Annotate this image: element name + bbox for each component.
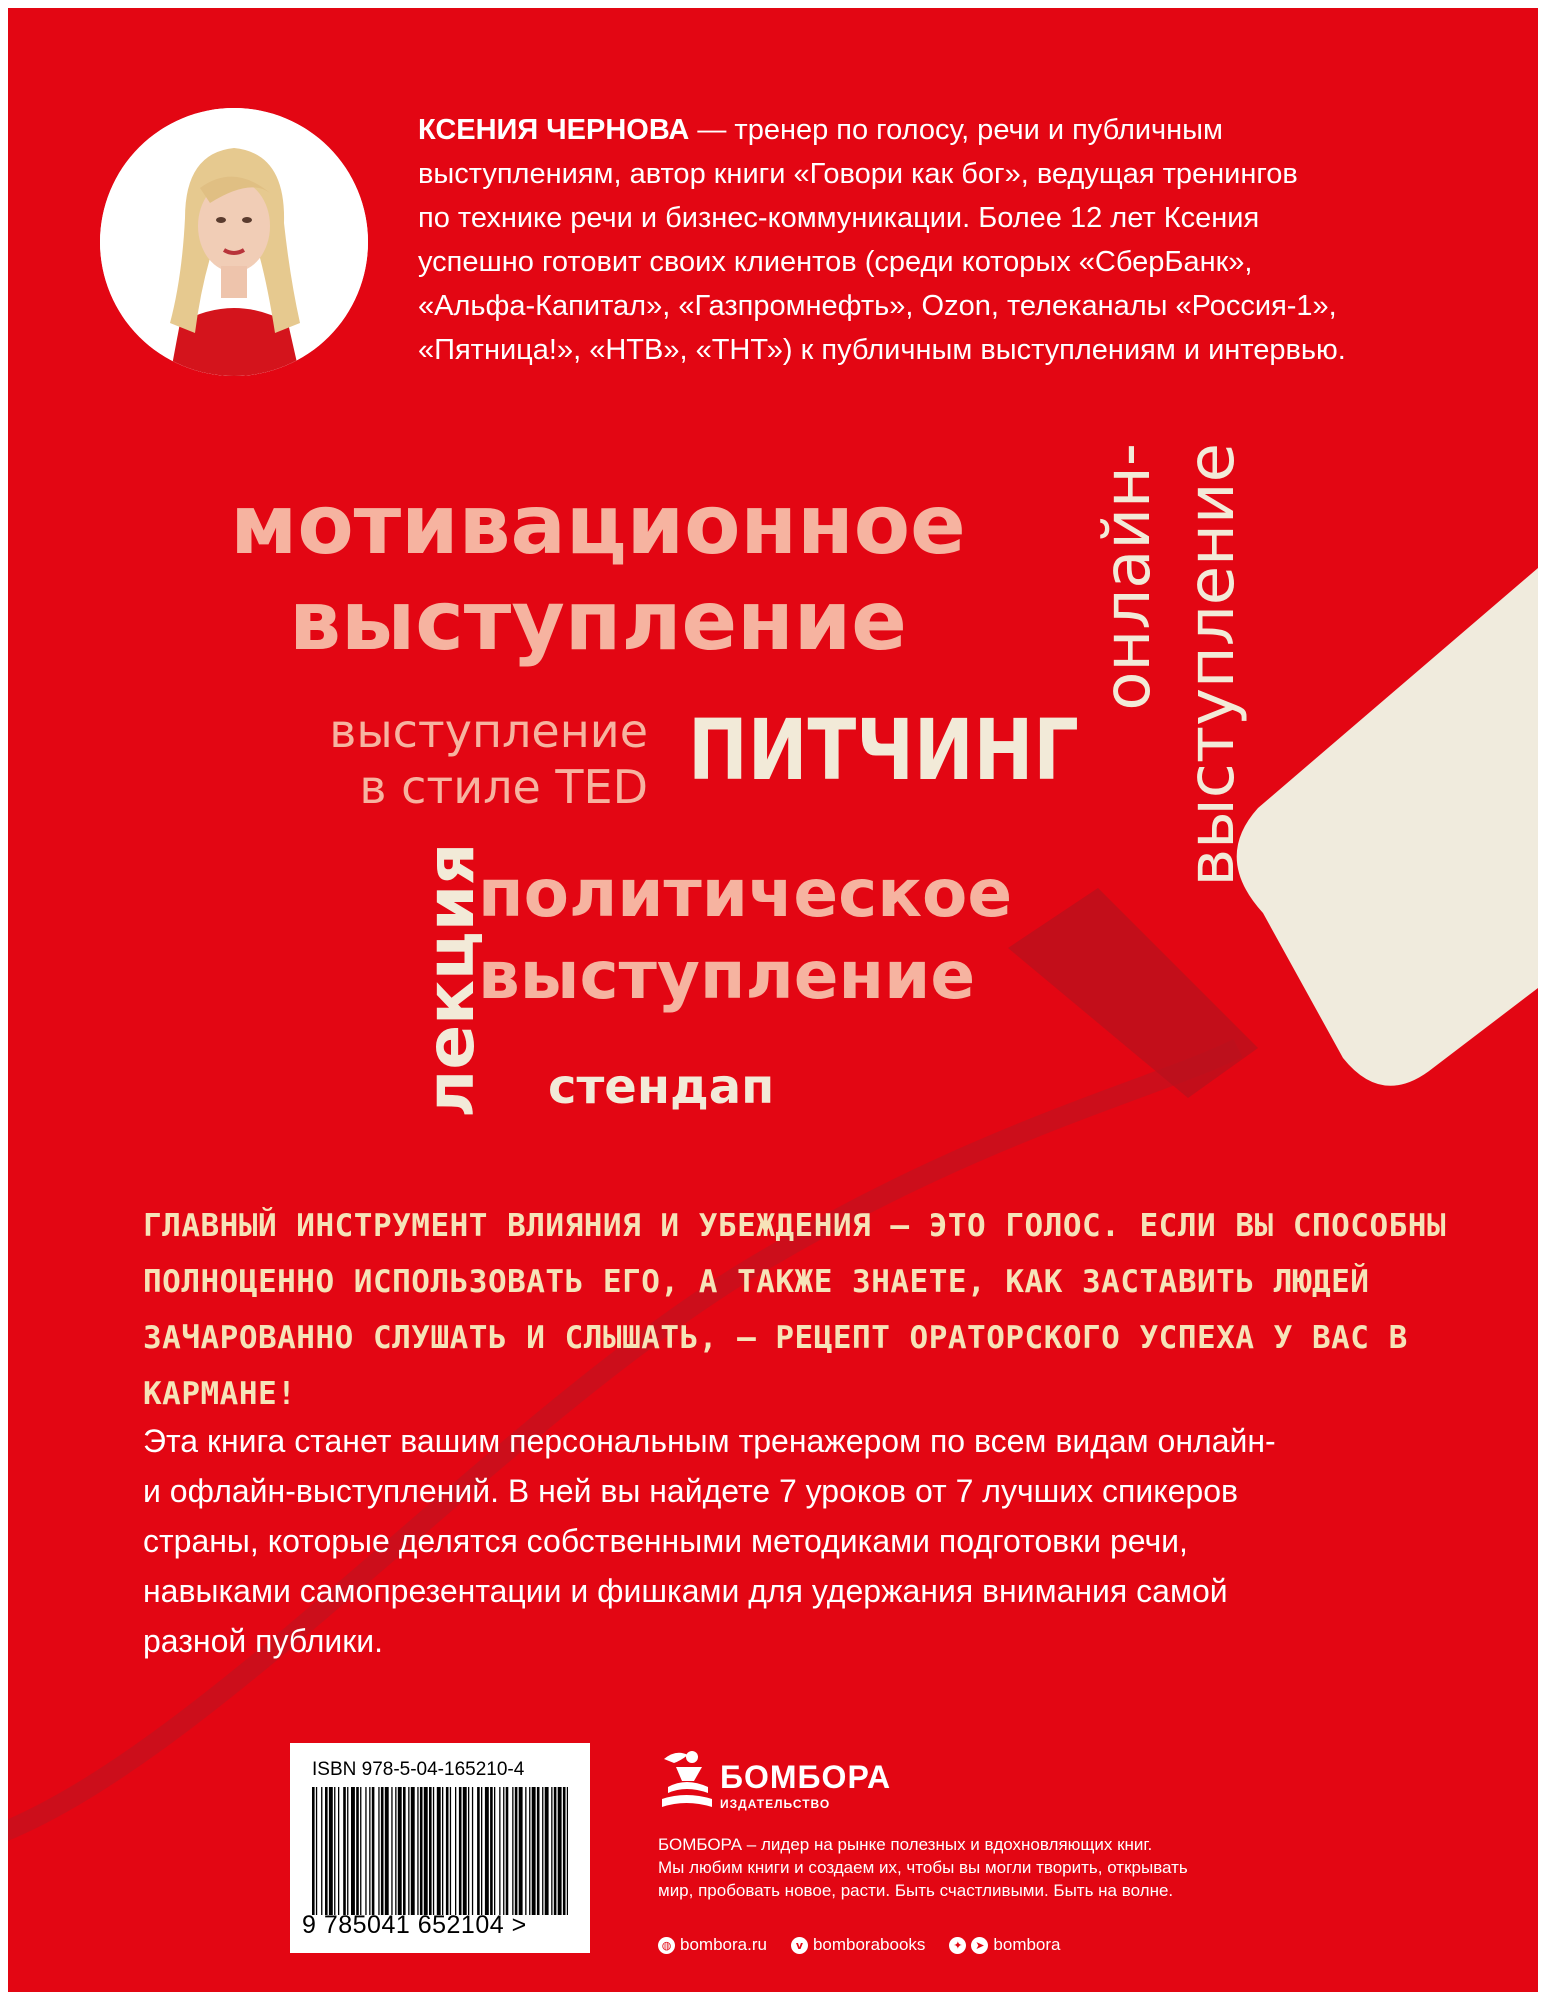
barcode-bar [494, 1787, 495, 1915]
social-vk-label: bomborabooks [812, 1935, 926, 1954]
barcode-bar [372, 1787, 375, 1915]
barcode-bar [321, 1787, 322, 1915]
social-website[interactable] [658, 1935, 767, 1955]
barcode-bar [499, 1787, 500, 1915]
word-pitching: ПИТЧИНГ [688, 701, 1079, 799]
globe-icon: ◍ [658, 1937, 675, 1954]
barcode-bar [455, 1787, 456, 1915]
barcode-bar [378, 1787, 379, 1915]
publisher-subtitle: ИЗДАТЕЛЬСТВО [720, 1797, 831, 1811]
barcode-bar [347, 1787, 348, 1915]
book-back-cover [8, 8, 1538, 1992]
vk-icon: v [791, 1937, 808, 1954]
barcode-bar [506, 1787, 509, 1915]
barcode-bar [403, 1787, 406, 1915]
barcode-bar [334, 1787, 335, 1915]
barcode-bar [442, 1787, 443, 1915]
barcode-bar [481, 1787, 482, 1915]
barcode-bar [519, 1787, 523, 1915]
barcode-bar [529, 1787, 530, 1915]
barcode-bar [395, 1787, 396, 1915]
social-telegram-label: bombora [993, 1935, 1061, 1954]
barcode-bar [391, 1787, 392, 1915]
barcode-bar [446, 1787, 449, 1915]
barcode-bar [343, 1787, 346, 1915]
word-online-speech: онлайн- выступление [1091, 443, 1249, 887]
barcode-bar [503, 1787, 504, 1915]
word-ted-style-speech: выступление в стиле TED [329, 704, 648, 814]
social-telegram[interactable] [949, 1935, 1060, 1955]
barcode-bar [450, 1787, 451, 1915]
barcode-bar [381, 1787, 384, 1915]
barcode-bar [329, 1787, 333, 1915]
telegram-icon: ➤ [971, 1937, 988, 1954]
author-name: КСЕНИЯ ЧЕРНОВА [418, 114, 690, 146]
word-standup: стендап [548, 1059, 775, 1115]
barcode-bar [369, 1787, 370, 1915]
social-vk[interactable] [791, 1935, 925, 1955]
barcode-bar [545, 1787, 549, 1915]
barcode-bar [537, 1787, 540, 1915]
barcode-bar [356, 1787, 359, 1915]
word-motivational-speech: мотивационное выступление [230, 478, 966, 669]
publisher-socials [658, 1935, 1258, 1955]
barcode-bar [463, 1787, 467, 1915]
author-photo [100, 108, 368, 376]
author-bio-text: — тренер по голосу, речи и публичным выступлениям, автор книги «Говори как бог», ведущая тренингов по технике речи и бизнес-коммуникации. Более 12 лет Ксения успешно готовит своих клиентов (среди которых «СберБанк», «Альфа-Капитал», «Газпромнефть», Ozon, телеканалы «Россия-1», «Пятница!», «НТВ», «ТНТ») к публичным выступлениям и интервью. [418, 114, 1346, 366]
barcode-bar [433, 1787, 434, 1915]
barcode-bar [365, 1787, 366, 1915]
barcode-bar [532, 1787, 536, 1915]
bombora-logo-icon [658, 1747, 714, 1811]
book-description: Эта книга станет вашим персональным тренажером по всем видам онлайн- и офлайн-выступлений. В ней вы найдете 7 уроков от 7 лучших спикеров страны, которые делятся собственными методиками подготовки речи, навыками самопрезентации и фишками для удержания внимания самой разной публики. [143, 1423, 1276, 1659]
sparkle-icon: ✦ [949, 1937, 966, 1954]
barcode-bar [515, 1787, 518, 1915]
publisher-name: БОМБОРА [720, 1759, 892, 1795]
barcode-bar [312, 1787, 315, 1915]
barcode-bar [567, 1787, 568, 1915]
barcode-bar [554, 1787, 557, 1915]
barcode-bar [424, 1787, 428, 1915]
barcode-bar [485, 1787, 489, 1915]
barcode-bar [398, 1787, 402, 1915]
isbn-barcode-block [290, 1743, 590, 1953]
barcode-bar [351, 1787, 355, 1915]
barcode-bar [408, 1787, 409, 1915]
barcode-bar [477, 1787, 480, 1915]
isbn-digits: 9 785041 652104 > [302, 1911, 527, 1939]
barcode-bar [360, 1787, 361, 1915]
barcode-bar [512, 1787, 513, 1915]
word-political-speech: политическое выступление [478, 855, 1013, 1014]
barcode-bar [437, 1787, 441, 1915]
barcode [312, 1787, 568, 1915]
barcode-bar [525, 1787, 526, 1915]
barcode-bar [325, 1787, 328, 1915]
barcode-bar [338, 1787, 339, 1915]
word-lecture: лекция [412, 842, 489, 1118]
barcode-bar [490, 1787, 493, 1915]
lead-paragraph: ГЛАВНЫЙ ИНСТРУМЕНТ ВЛИЯНИЯ И УБЕЖДЕНИЯ — ЭТО ГОЛОС. ЕСЛИ ВЫ СПОСОБНЫ ПОЛНОЦЕННО ИСПОЛЬЗОВАТЬ ЕГО, А ТАКЖЕ ЗНАЕТЕ, КАК ЗАСТАВИТЬ ЛЮДЕЙ ЗАЧАРОВАННО СЛУШАТЬ И СЛЫШАТЬ, — РЕЦЕПТ ОРАТОРСКОГО УСПЕХА У ВАС В КАРМАНЕ! [143, 1208, 1447, 1412]
publisher-description: БОМБОРА – лидер на рынке полезных и вдохновляющих книг. Мы любим книги и создаем их, чтобы вы могли творить, открывать мир, пробовать новое, расти. Быть счастливыми. Быть на волне. [658, 1835, 1188, 1900]
isbn-label: ISBN 978-5-04-165210-4 [312, 1759, 525, 1780]
barcode-bar [558, 1787, 562, 1915]
barcode-bar [420, 1787, 423, 1915]
barcode-bar [316, 1787, 317, 1915]
barcode-bar [542, 1787, 543, 1915]
author-bio [418, 108, 1498, 372]
barcode-bar [459, 1787, 462, 1915]
social-website-label: bombora.ru [680, 1935, 767, 1954]
barcode-bar [563, 1787, 566, 1915]
barcode-bar [468, 1787, 469, 1915]
barcode-bar [411, 1787, 415, 1915]
barcode-bar [385, 1787, 389, 1915]
barcode-bar [551, 1787, 552, 1915]
barcode-bar [472, 1787, 473, 1915]
barcode-bar [429, 1787, 432, 1915]
barcode-bar [417, 1787, 418, 1915]
